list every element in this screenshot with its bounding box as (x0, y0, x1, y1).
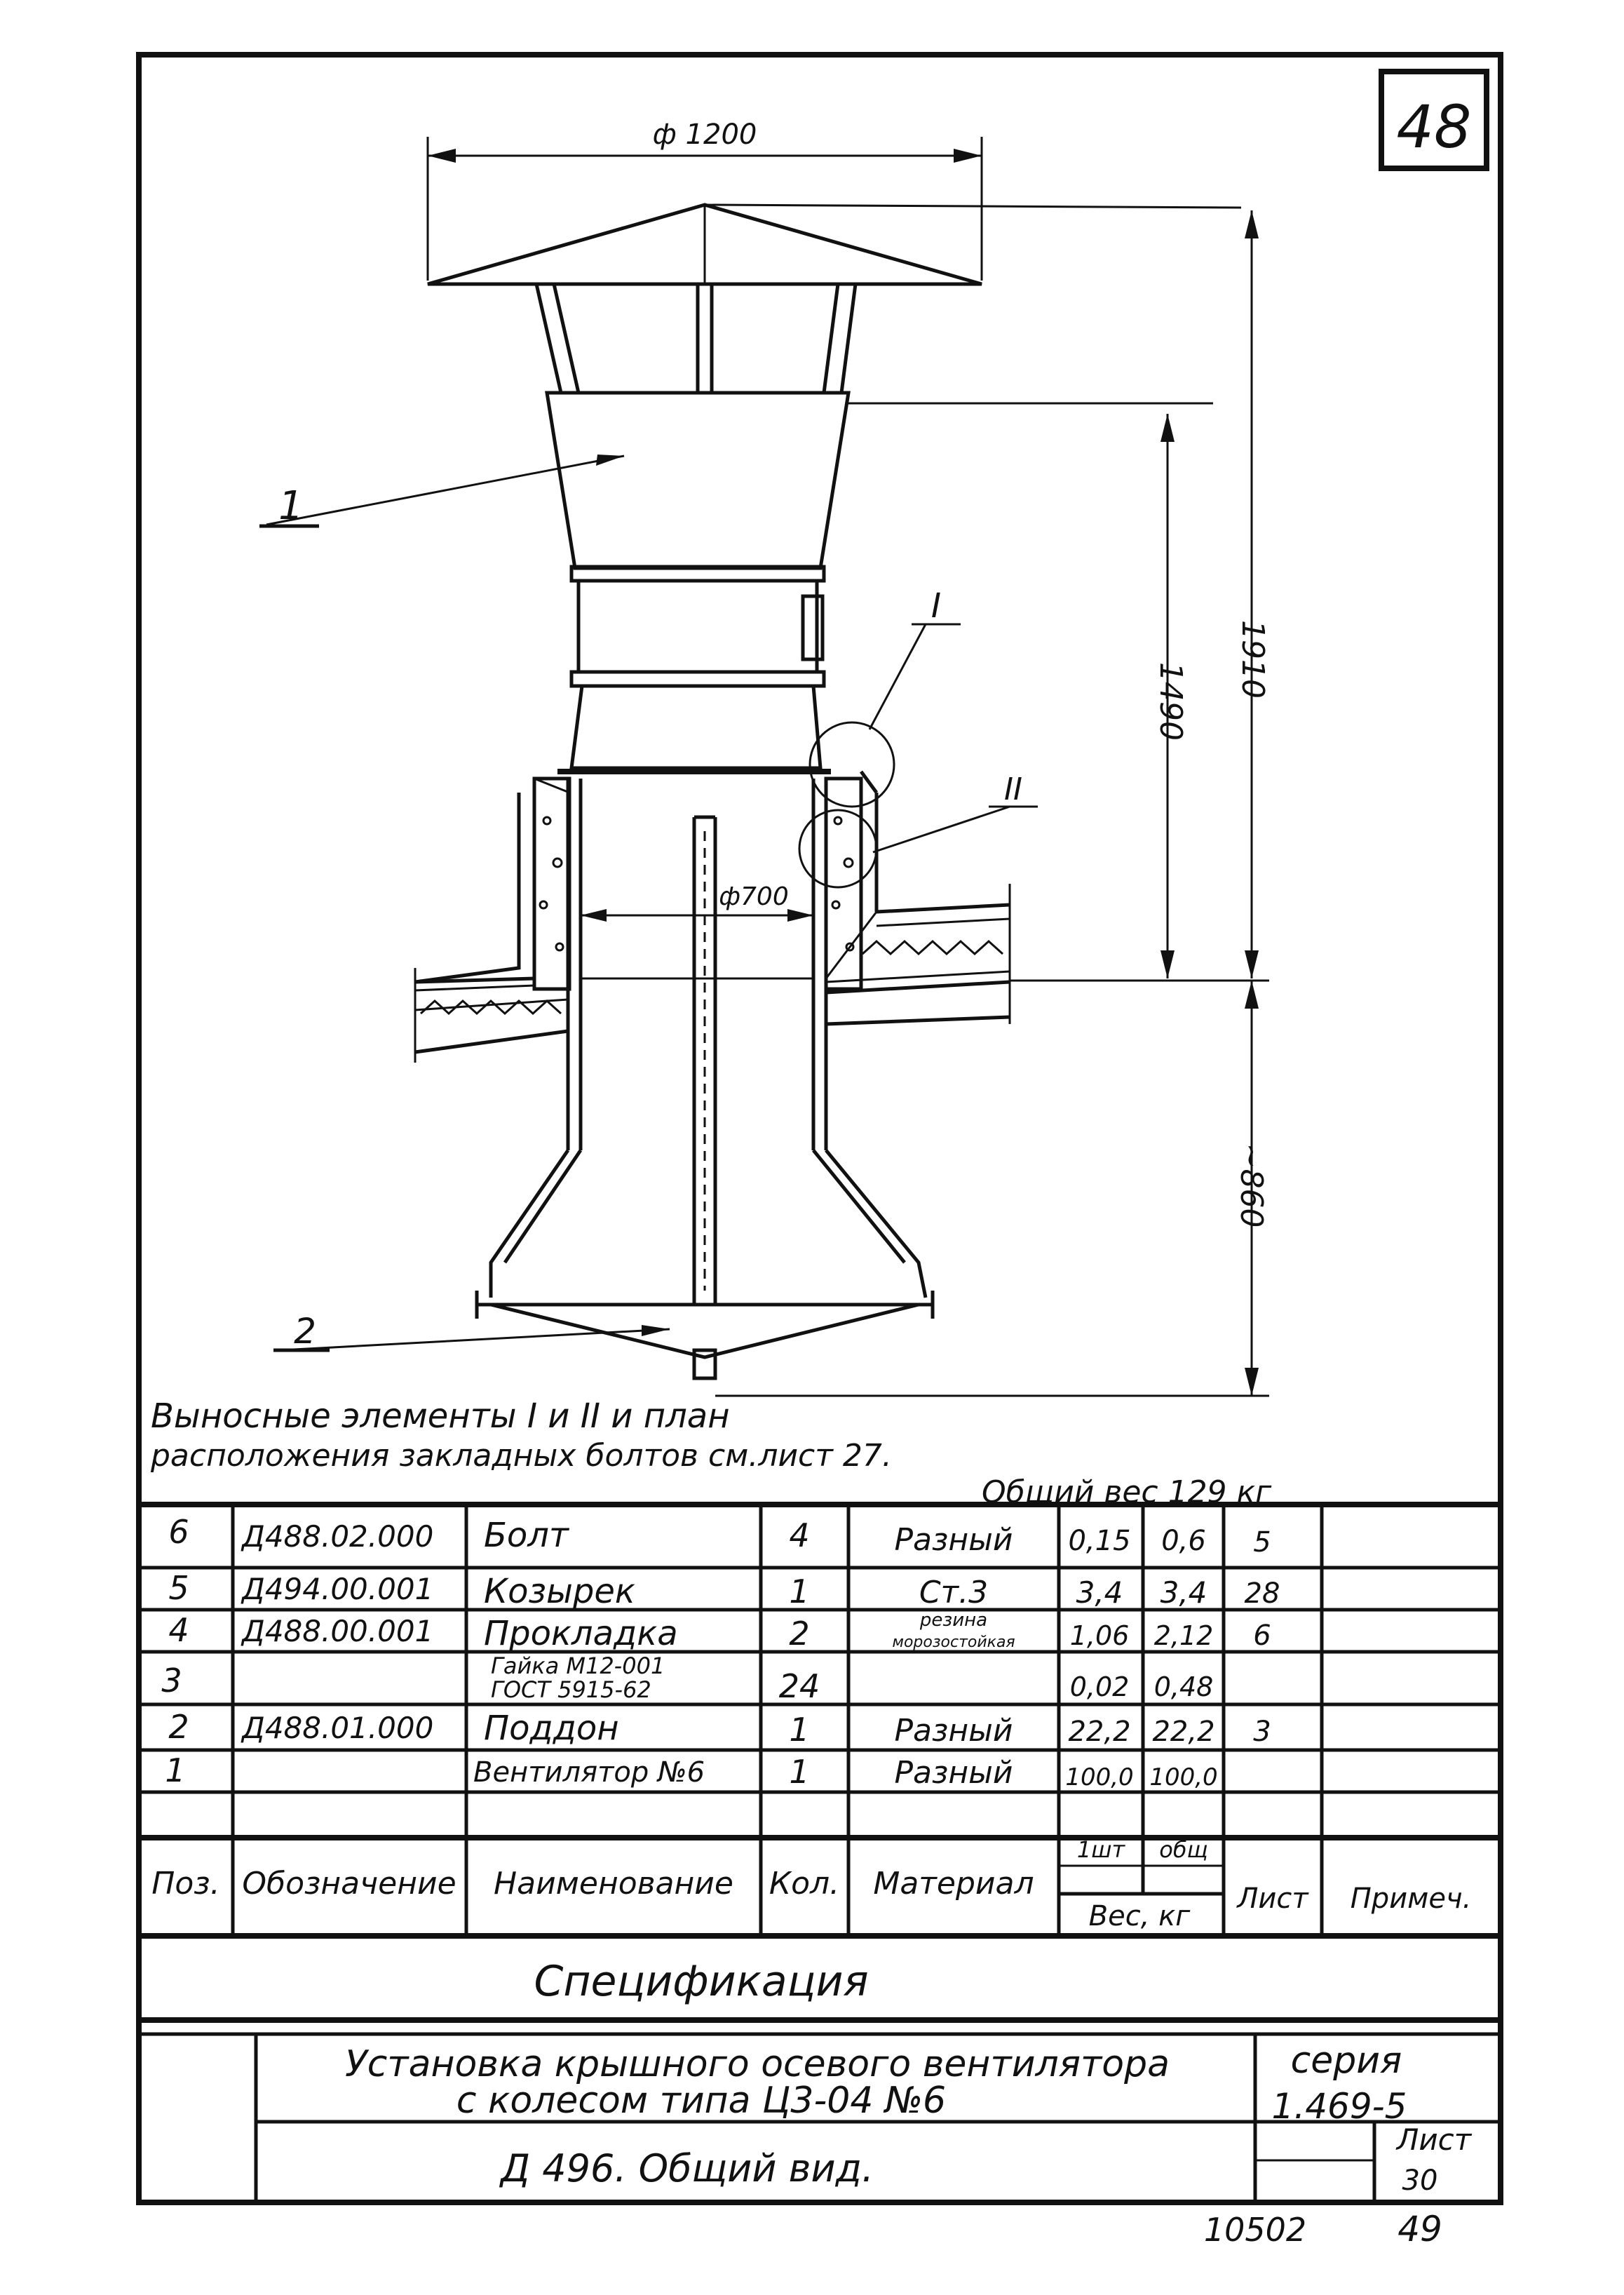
detail-label-II: II (1004, 772, 1022, 807)
svg-text:0,15: 0,15 (1068, 1525, 1131, 1557)
svg-text:Д488.00.001: Д488.00.001 (242, 1614, 434, 1648)
bottom-right-number: 49 (1398, 2209, 1442, 2249)
svg-text:Ст.3: Ст.3 (919, 1575, 989, 1610)
pos-label-1: 1 (278, 483, 304, 529)
title-line-1: Установка крышного осевого вентилятора (345, 2043, 1170, 2085)
svg-text:Болт: Болт (484, 1516, 569, 1555)
table-row (161, 1653, 1213, 1705)
table-header-row (151, 1836, 1471, 1932)
svg-text:ГОСТ 5915-62: ГОСТ 5915-62 (491, 1676, 651, 1703)
dim-diameter-top: ф 1200 (652, 119, 757, 151)
bottom-left-number: 10502 (1203, 2211, 1307, 2249)
title-line-2: с колесом типа Ц3-04 №6 (456, 2080, 947, 2122)
svg-text:22,2: 22,2 (1152, 1716, 1215, 1748)
fan-assembly-drawing (259, 119, 1271, 1396)
concrete-curb-left (519, 779, 569, 989)
svg-text:1: 1 (789, 1573, 810, 1610)
table-row (168, 1610, 1271, 1653)
header-weight-one: 1шт (1076, 1836, 1125, 1863)
svg-text:Козырек: Козырек (484, 1572, 635, 1611)
svg-text:Д488.02.000: Д488.02.000 (242, 1519, 434, 1554)
roof-slab (415, 884, 1010, 1063)
svg-text:100,0: 100,0 (1149, 1763, 1218, 1791)
svg-text:22,2: 22,2 (1068, 1716, 1131, 1748)
svg-text:0,6: 0,6 (1161, 1525, 1206, 1557)
diffuser (547, 393, 848, 568)
subtitle: Д 496. Общий вид. (500, 2146, 874, 2190)
svg-text:28: 28 (1244, 1577, 1280, 1610)
sheet-label: Лист (1396, 2122, 1472, 2157)
drip-tray-right (826, 1150, 926, 1298)
svg-text:2: 2 (789, 1615, 810, 1653)
spec-caption: Спецификация (534, 1957, 869, 2006)
svg-text:Поддон: Поддон (484, 1709, 619, 1748)
detail-circle-I (810, 722, 894, 807)
table-row (168, 1569, 1280, 1611)
sheet-value: 30 (1402, 2165, 1438, 2197)
dim-depth-860: ~860 (1233, 1143, 1269, 1228)
svg-text:морозостойкая: морозостойкая (892, 1634, 1015, 1651)
svg-text:Разный: Разный (894, 1522, 1013, 1558)
detail-label-I: I (931, 586, 942, 626)
detail-circle-II (799, 810, 877, 887)
svg-text:3: 3 (161, 1662, 182, 1700)
svg-text:Разный: Разный (894, 1713, 1013, 1749)
title-block (139, 2034, 1501, 2202)
dim-height-1910: 1910 (1235, 620, 1271, 699)
svg-text:2: 2 (168, 1708, 189, 1746)
series-label: серия (1290, 2040, 1402, 2082)
leader-pos-2 (280, 1329, 670, 1350)
note-line-2: расположения закладных болтов см.лист 27. (151, 1438, 892, 1474)
svg-text:5: 5 (1253, 1526, 1271, 1559)
leader-pos-1 (266, 456, 624, 525)
svg-text:Разный: Разный (894, 1755, 1013, 1791)
svg-text:100,0: 100,0 (1065, 1763, 1134, 1791)
header-weight-total: общ (1159, 1836, 1208, 1863)
svg-text:3,4: 3,4 (1076, 1575, 1123, 1610)
svg-text:Вентилятор №6: Вентилятор №6 (473, 1756, 705, 1789)
svg-text:1: 1 (165, 1751, 186, 1789)
svg-text:3: 3 (1253, 1716, 1271, 1748)
svg-text:резина: резина (919, 1610, 988, 1631)
svg-text:4: 4 (168, 1611, 189, 1649)
table-row (168, 1513, 1271, 1559)
header-weight: Вес, кг (1088, 1900, 1191, 1932)
svg-text:Д494.00.001: Д494.00.001 (242, 1572, 434, 1606)
header-note: Примеч. (1350, 1883, 1472, 1915)
series-value: 1.469-5 (1271, 2086, 1407, 2127)
corner-number: 48 (1396, 93, 1472, 161)
header-qty: Кол. (769, 1866, 840, 1902)
svg-text:Д488.01.000: Д488.01.000 (242, 1711, 434, 1745)
svg-text:24: 24 (778, 1667, 820, 1705)
note-line-1: Выносные элементы I и II и план (151, 1396, 730, 1436)
fan-housing (578, 581, 817, 672)
table-row (168, 1708, 1271, 1749)
header-designation: Обозначение (242, 1866, 456, 1902)
svg-text:Прокладка: Прокладка (484, 1614, 678, 1653)
svg-text:0,02: 0,02 (1069, 1671, 1130, 1702)
svg-text:6: 6 (1253, 1620, 1271, 1652)
svg-text:1: 1 (789, 1711, 810, 1749)
header-pos: Поз. (151, 1866, 220, 1902)
svg-text:0,48: 0,48 (1153, 1671, 1214, 1702)
header-name: Наименование (494, 1866, 733, 1902)
svg-text:5: 5 (168, 1569, 189, 1607)
total-weight: Общий вес 129 кг (982, 1474, 1272, 1510)
header-material: Материал (873, 1866, 1034, 1902)
dim-diameter-pipe: ф700 (719, 882, 789, 911)
pos-label-2: 2 (294, 1311, 316, 1352)
clamp-band-bottom (571, 672, 824, 686)
terminal-box (803, 596, 823, 659)
svg-text:3,4: 3,4 (1160, 1575, 1207, 1610)
svg-text:6: 6 (168, 1513, 189, 1551)
header-sheet: Лист (1237, 1883, 1308, 1915)
svg-text:4: 4 (789, 1516, 810, 1554)
dim-height-1490: 1490 (1153, 662, 1189, 741)
svg-text:1: 1 (789, 1753, 810, 1791)
svg-text:2,12: 2,12 (1153, 1620, 1214, 1651)
svg-text:Гайка М12-001: Гайка М12-001 (491, 1653, 665, 1679)
svg-text:1,06: 1,06 (1069, 1620, 1130, 1651)
